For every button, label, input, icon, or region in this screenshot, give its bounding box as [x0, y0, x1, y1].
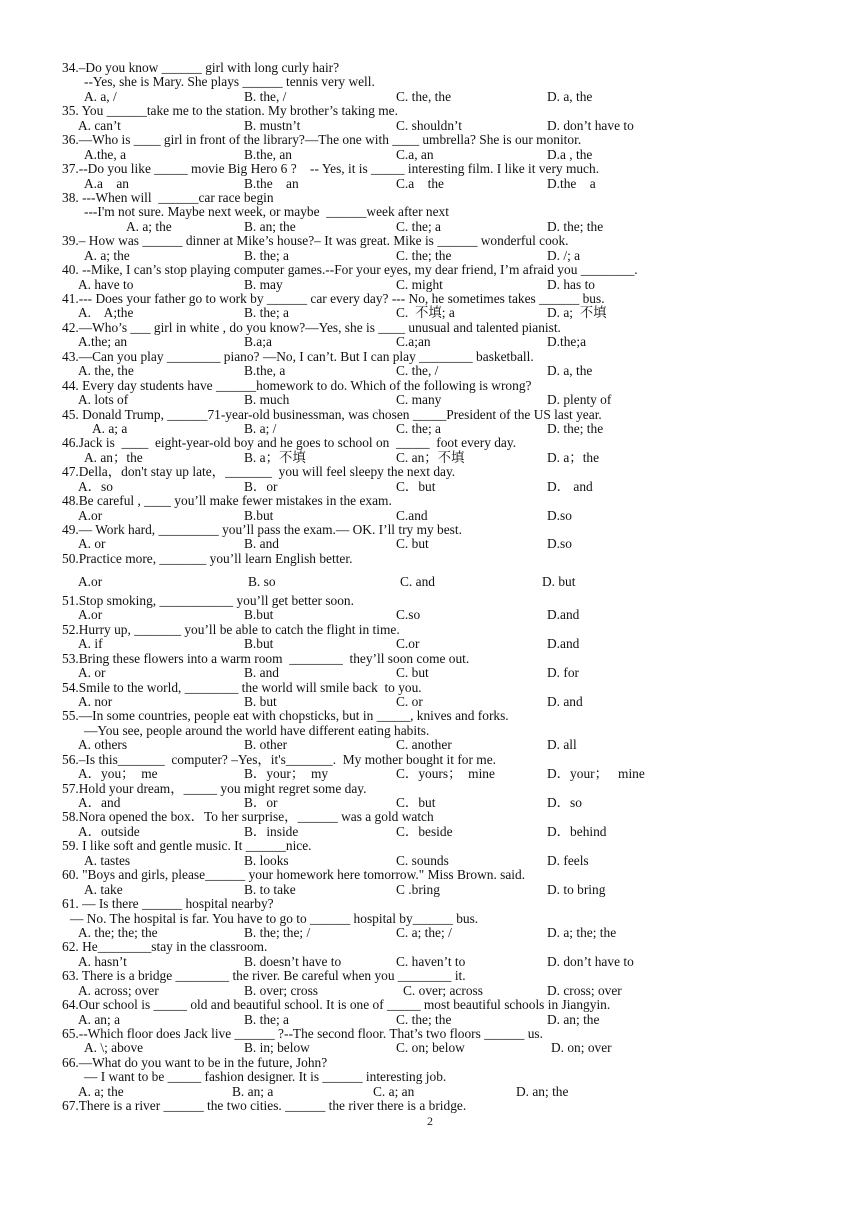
page-number: 2 — [427, 1114, 433, 1128]
question-text: 55.—In some countries, people eat with chopsticks, but in _____, knives and forks. — [62, 708, 509, 724]
question-text-line — [62, 782, 822, 796]
question-text-line — [62, 810, 822, 824]
answer-options-row — [62, 1041, 822, 1055]
question-text: 57.Hold your dream，_____ you might regret some day. — [62, 780, 367, 796]
answer-options-row — [62, 119, 822, 133]
answer-option: C. a; an — [373, 1083, 415, 1099]
question-text: 35. You ______take me to the station. My brother’s taking me. — [62, 103, 398, 119]
question-text: 47.Della，don't stay up late，_______ you will feel sleepy the next day. — [62, 464, 456, 480]
answer-option: D. cross; over — [547, 982, 622, 998]
answer-option: D. an; the — [547, 1011, 600, 1027]
answer-option: B. the; a — [244, 305, 289, 321]
question-text: 63. There is a bridge ________ the river. Be careful when you ________ it. — [62, 968, 466, 984]
question-text-line — [62, 1070, 822, 1084]
answer-option: C. many — [396, 392, 442, 408]
question-text-line — [62, 104, 822, 118]
answer-options-row — [62, 306, 822, 320]
question-text: 61. — Is there ______ hospital nearby? — [62, 896, 274, 912]
answer-option: D. /; a — [547, 247, 581, 263]
answer-options-row — [62, 854, 822, 868]
answer-option: A.or — [78, 607, 103, 623]
answer-option: A.the, a — [84, 146, 127, 162]
question-text: 36.—Who is ____ girl in front of the library?—The one with ____ umbrella? She is our monitor. — [62, 132, 582, 148]
answer-options-row — [62, 984, 822, 998]
answer-option: D. the; the — [547, 420, 604, 436]
answer-option: A.the; an — [78, 334, 128, 350]
answer-option: D. a; 不填 — [547, 305, 607, 321]
question-text-line — [62, 724, 822, 738]
question-text: 37.--Do you like _____ movie Big Hero 6 ? -- Yes, it is _____ interesting film. I like it very much. — [62, 161, 600, 177]
answer-option: A. take — [84, 881, 123, 897]
answer-option: C. on; below — [396, 1040, 465, 1056]
answer-options-row — [62, 220, 822, 234]
question-text-line — [62, 912, 822, 926]
question-text-line — [62, 552, 822, 576]
question-text-line — [62, 61, 822, 75]
answer-option: B. a; / — [244, 420, 277, 436]
answer-options-row — [62, 278, 822, 292]
answer-options-row — [62, 825, 822, 839]
question-text-line — [62, 709, 822, 723]
question-text: 59. I like soft and gentle music. It ______nice. — [62, 838, 312, 854]
answer-option: B. to take — [244, 881, 296, 897]
answer-option: B. the, / — [244, 88, 287, 104]
answer-option: A. others — [78, 737, 128, 753]
answer-option: D. a, the — [547, 363, 593, 379]
answer-option: D.a , the — [547, 146, 593, 162]
question-text-line — [62, 1056, 822, 1070]
answer-options-row — [62, 364, 822, 378]
answer-option: C. the; a — [396, 420, 441, 436]
answer-option: A. the; the; the — [78, 924, 158, 940]
answer-option: C. the; the — [396, 1011, 452, 1027]
question-text-line — [62, 350, 822, 364]
answer-option: B. and — [244, 536, 279, 552]
answer-option: A. or — [78, 536, 106, 552]
question-text-line — [62, 465, 822, 479]
question-text-line — [62, 523, 822, 537]
answer-option: C.a, an — [396, 146, 434, 162]
question-text: 56.–Is this_______ computer? –Yes，it's_______. My mother bought it for me. — [62, 751, 496, 767]
answer-option: B. a；不填 — [244, 449, 306, 465]
answer-option: C．yours； mine — [396, 766, 495, 782]
answer-option: C. the, / — [396, 363, 439, 379]
question-text-line — [62, 379, 822, 393]
answer-option: B．inside — [244, 823, 299, 839]
answer-options-row — [62, 451, 822, 465]
answer-options-row — [62, 480, 822, 494]
answer-option: D.the;a — [547, 334, 587, 350]
question-text: 42.—Who’s ___ girl in white , do you know?—Yes, she is ____ unusual and talented pianist. — [62, 319, 561, 335]
answer-option: B. mustn’t — [244, 117, 301, 133]
question-text: 62. He________stay in the classroom. — [62, 939, 268, 955]
answer-options-row — [62, 177, 822, 191]
question-text-line — [62, 436, 822, 450]
answer-option: B. but — [244, 693, 277, 709]
answer-options-row — [62, 666, 822, 680]
answer-option: D. a; the; the — [547, 924, 617, 940]
question-text: 49.— Work hard, _________ you’ll pass the exam.— OK. I’ll try my best. — [62, 522, 462, 537]
answer-option: D.and — [547, 636, 580, 652]
answer-option: A.a an — [84, 175, 129, 191]
answer-option: B. the; a — [244, 1011, 289, 1027]
answer-option: A. a; a — [92, 420, 128, 436]
question-text: 34.–Do you know ______ girl with long curly hair? — [62, 60, 340, 75]
question-text-line — [62, 897, 822, 911]
answer-option: D.so — [547, 536, 572, 552]
question-text-line — [62, 1099, 822, 1113]
answer-options-row — [62, 695, 822, 709]
question-text-line — [62, 969, 822, 983]
answer-options-row — [62, 637, 822, 651]
answer-option: A. or — [78, 665, 106, 681]
answer-option: C .bring — [396, 881, 440, 897]
question-text-line — [62, 494, 822, 508]
answer-option: C. or — [396, 693, 423, 709]
answer-option: C.a;an — [396, 334, 431, 350]
answer-option: D. a, the — [547, 88, 593, 104]
answer-option: B. an; a — [232, 1083, 274, 1099]
question-text: —You see, people around the world have different eating habits. — [84, 722, 430, 738]
answer-option: C. the; the — [396, 247, 452, 263]
question-text-line — [62, 681, 822, 695]
question-text: 40. --Mike, I can’s stop playing computer games.--For your eyes, my dear friend, I’m afraid you ________. — [62, 262, 638, 278]
answer-options-row — [62, 796, 822, 810]
answer-option: A. across; over — [78, 982, 159, 998]
answer-option: D．behind — [547, 823, 607, 839]
question-text-line — [62, 321, 822, 335]
answer-option: B. the; the; / — [244, 924, 311, 940]
question-text: 50.Practice more, _______ you’ll learn English better. — [62, 550, 353, 566]
answer-option: D. has to — [547, 276, 595, 292]
question-text: — I want to be _____ fashion designer. It is ______ interesting job. — [84, 1069, 447, 1085]
question-text: --Yes, she is Mary. She plays ______ tennis very well. — [84, 74, 375, 90]
answer-option: A. a; the — [126, 218, 172, 234]
question-text: 46.Jack is ____ eight-year-old boy and he goes to school on _____ foot every day. — [62, 435, 517, 451]
answer-options-row — [62, 509, 822, 523]
answer-options-row — [62, 249, 822, 263]
question-text: 48.Be careful , ____ you’ll make fewer mistakes in the exam. — [62, 493, 392, 509]
answer-option: D. don’t have to — [547, 953, 634, 969]
answer-option: B．your； my — [244, 766, 329, 782]
answer-option: B.the an — [244, 175, 299, 191]
answer-options-row — [62, 883, 822, 897]
answer-option: C．but — [396, 795, 436, 810]
answer-options-row — [62, 148, 822, 162]
answer-option: B. and — [244, 665, 279, 681]
answer-options-row — [62, 738, 822, 752]
answer-option: B．or — [244, 795, 278, 810]
answer-option: D.so — [547, 507, 572, 523]
question-text: 51.Stop smoking, ___________ you’ll get better soon. — [62, 592, 354, 608]
question-text: 67.There is a river ______ the two cities. ______ the river there is a bridge. — [62, 1098, 467, 1114]
answer-option: D. feels — [547, 852, 589, 868]
question-text: 52.Hurry up, _______ you’ll be able to catch the flight in time. — [62, 621, 400, 637]
answer-option: C. shouldn’t — [396, 117, 462, 133]
answer-option: A. an；the — [84, 449, 143, 465]
question-text: 65.--Which floor does Jack live ______ ?--The second floor. That’s two floors ______ us. — [62, 1026, 543, 1041]
question-text-line — [62, 191, 822, 205]
question-text-line — [62, 408, 822, 422]
answer-option: C. 不填; a — [396, 305, 455, 321]
question-text-line — [62, 839, 822, 853]
answer-option: C. an；不填 — [396, 449, 465, 465]
question-text-line — [62, 162, 822, 176]
question-text-line — [62, 594, 822, 608]
answer-options-row — [62, 767, 822, 781]
question-text: 64.Our school is _____ old and beautiful school. It is one of _____ most beautiful schools in Jiangyin. — [62, 997, 611, 1013]
answer-options-row — [62, 575, 822, 594]
answer-option: B.but — [244, 507, 274, 523]
answer-option: C. another — [396, 737, 452, 753]
answer-option: B. looks — [244, 852, 289, 868]
answer-option: A. the, the — [78, 363, 134, 379]
question-text-line — [62, 940, 822, 954]
question-text-line — [62, 133, 822, 147]
answer-option: B.a;a — [244, 334, 272, 350]
question-text: 53.Bring these flowers into a warm room ________ they’ll soon come out. — [62, 650, 470, 666]
answer-options-row — [62, 608, 822, 622]
answer-option: A. a; the — [78, 1083, 124, 1099]
answer-option: D. a；the — [547, 449, 600, 465]
question-text: 66.—What do you want to be in the future, John? — [62, 1054, 328, 1070]
question-text-line — [62, 623, 822, 637]
answer-option: C. sounds — [396, 852, 449, 868]
answer-option: C. and — [400, 574, 435, 590]
answer-option: B.the, a — [244, 363, 286, 379]
question-text: 38. ---When will ______car race begin — [62, 189, 274, 205]
answer-option: D. to bring — [547, 881, 606, 897]
answer-option: B．or — [244, 478, 278, 494]
answer-options-row — [62, 90, 822, 104]
answer-option: B. may — [244, 276, 283, 292]
answer-option: D.and — [547, 607, 580, 623]
answer-options-row — [62, 335, 822, 349]
question-text: ---I'm not sure. Maybe next week, or maybe ______week after next — [84, 204, 449, 220]
answer-option: D. don’t have to — [547, 117, 634, 133]
question-text-line — [62, 263, 822, 277]
answer-option: A. an; a — [78, 1011, 121, 1027]
answer-option: B. much — [244, 392, 290, 408]
answer-option: A. hasn’t — [78, 953, 127, 969]
answer-options-row — [62, 1085, 822, 1099]
answer-option: B. over; cross — [244, 982, 319, 998]
answer-option: C．beside — [396, 823, 453, 839]
answer-option: C. but — [396, 536, 429, 552]
answer-option: B. in; below — [244, 1040, 310, 1056]
answer-option: A. tastes — [84, 852, 131, 868]
answer-options-row — [62, 537, 822, 551]
answer-option: C. a; the; / — [396, 924, 452, 940]
answer-option: C. but — [396, 665, 429, 681]
question-text: 41.--- Does your father go to work by ______ car every day? --- No, he sometimes takes ______ bus. — [62, 291, 605, 306]
question-text-line — [62, 998, 822, 1012]
answer-option: D.the a — [547, 175, 596, 191]
answer-option: D. but — [542, 574, 576, 590]
question-text-line — [62, 75, 822, 89]
answer-option: C. over; across — [403, 982, 483, 998]
answer-option: A. if — [78, 636, 103, 652]
answer-option: A.or — [78, 574, 103, 590]
answer-option: A. lots of — [78, 392, 129, 408]
question-text-line — [62, 868, 822, 882]
answer-option: B.but — [244, 607, 274, 623]
answer-option: B.but — [244, 636, 274, 652]
answer-option: C.so — [396, 607, 421, 623]
answer-option: D. and — [547, 693, 583, 709]
answer-option: A. A;the — [78, 305, 134, 321]
answer-option: B. other — [244, 737, 288, 753]
question-text-line — [62, 205, 822, 219]
answer-option: D. an; the — [516, 1083, 569, 1099]
answer-option: D. all — [547, 737, 577, 753]
question-text-line — [62, 753, 822, 767]
question-list — [62, 61, 822, 1114]
answer-option: A. a, / — [84, 88, 117, 104]
question-text: 43.—Can you play ________ piano? —No, I can’t. But I can play ________ basketball. — [62, 348, 534, 364]
question-text: 39.– How was ______ dinner at Mike’s house?– It was great. Mike is ______ wonderful cook. — [62, 233, 569, 249]
answer-option: A. have to — [78, 276, 134, 292]
question-text: 58.Nora opened the box．To her surprise，______ was a gold watch — [62, 809, 434, 825]
answer-option: C. might — [396, 276, 443, 292]
answer-option: A. nor — [78, 693, 113, 709]
answer-option: B. an; the — [244, 218, 296, 234]
question-text-line — [62, 652, 822, 666]
answer-option: D．so — [547, 795, 582, 810]
answer-options-row — [62, 1013, 822, 1027]
question-text-line — [62, 292, 822, 306]
answer-option: C.and — [396, 507, 428, 523]
question-text: 54.Smile to the world, ________ the world will smile back to you. — [62, 679, 422, 695]
answer-option: A．you； me — [78, 766, 158, 782]
question-text: 60. "Boys and girls, please______ your homework here tomorrow." Miss Brown. said. — [62, 867, 526, 883]
answer-option: C. haven’t to — [396, 953, 466, 969]
answer-option: D. for — [547, 665, 579, 681]
answer-option: C．but — [396, 478, 436, 494]
answer-option: A. \; above — [84, 1040, 144, 1056]
answer-option: D. the; the — [547, 218, 604, 234]
answer-option: B. so — [248, 574, 276, 590]
answer-option: B. the; a — [244, 247, 289, 263]
answer-option: C.or — [396, 636, 420, 652]
answer-options-row — [62, 955, 822, 969]
answer-option: A. a; the — [84, 247, 130, 263]
answer-option: D. plenty of — [547, 392, 612, 408]
answer-options-row — [62, 422, 822, 436]
answer-option: D． and — [547, 478, 593, 494]
question-text: — No. The hospital is far. You have to go to ______ hospital by______ bus. — [70, 910, 479, 926]
question-text: 45. Donald Trump, ______71-year-old businessman, was chosen _____President of the US last year. — [62, 406, 602, 422]
answer-option: A. can’t — [78, 117, 121, 133]
answer-option: A．and — [78, 795, 121, 810]
answer-option: A．so — [78, 478, 113, 494]
answer-option: C. the; a — [396, 218, 441, 234]
answer-options-row — [62, 393, 822, 407]
answer-option: B.the, an — [244, 146, 292, 162]
answer-option: C. the, the — [396, 88, 452, 104]
question-text-line — [62, 1027, 822, 1041]
answer-option: C.a the — [396, 175, 444, 191]
question-text: 44. Every day students have ______homework to do. Which of the following is wrong? — [62, 377, 532, 393]
answer-option: D．your； mine — [547, 766, 645, 782]
answer-option: D. on; over — [551, 1040, 612, 1056]
answer-option: B. doesn’t have to — [244, 953, 342, 969]
answer-options-row — [62, 926, 822, 940]
answer-option: A．outside — [78, 823, 140, 839]
answer-option: A.or — [78, 507, 103, 523]
question-text-line — [62, 234, 822, 248]
